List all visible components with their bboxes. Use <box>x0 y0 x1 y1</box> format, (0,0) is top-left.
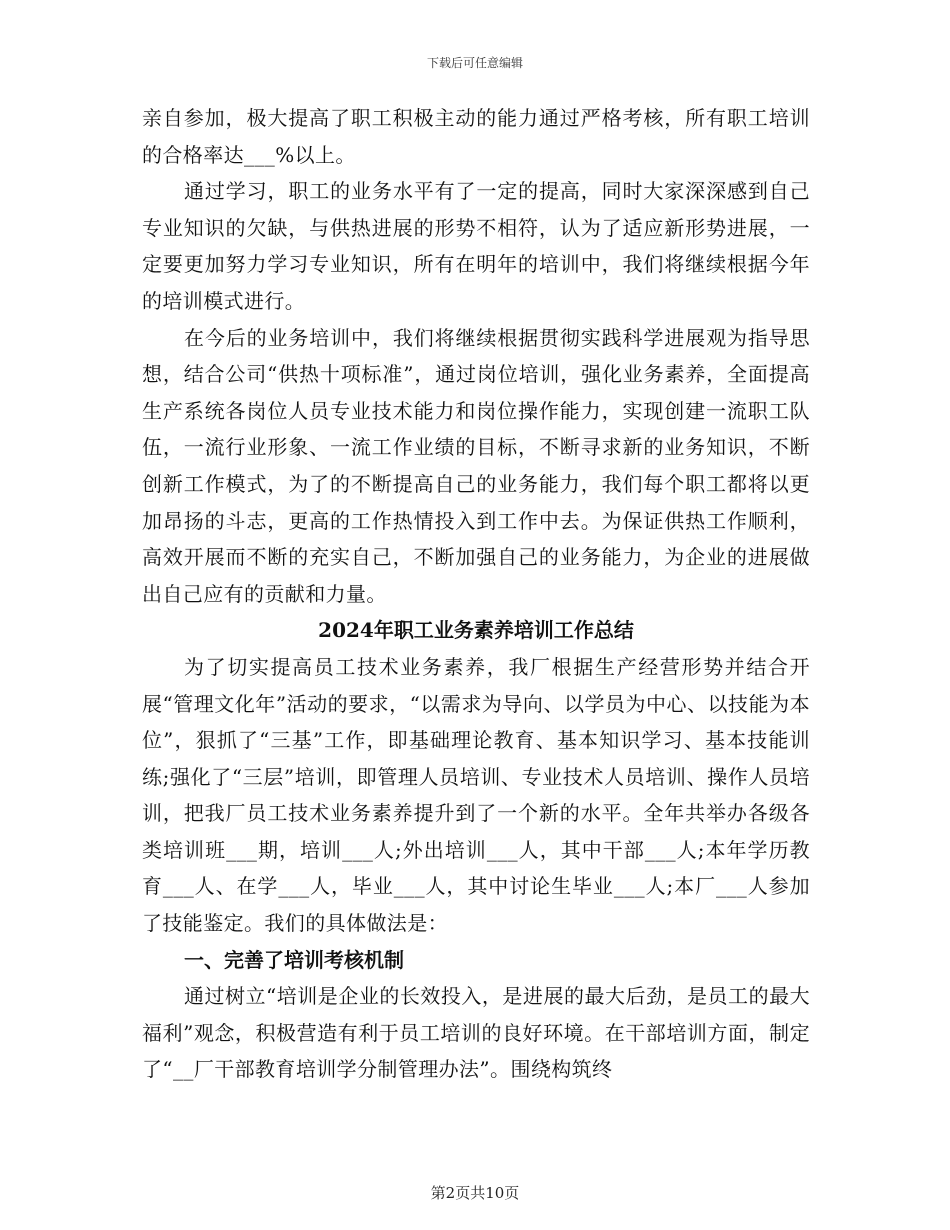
paragraph: 为了切实提高员工技术业务素养，我厂根据生产经营形势并结合开展“管理文化年”活动的要求，“以需求为导向、以学员为中心、以技能为本位”，狠抓了“三基”工作，即基础理论教育、基本知识学习、基本技能训练;强化了“三层”培训，即管理人员培训、专业技术人员培训、操作人员培训，把我厂员工技术业务素养提升到了一个新的水平。全年共举办各级各类培训班___期，培训___人;外出培训___人，其中干部___人;本年学历教育___人、在学___人，毕业___人，其中讨论生毕业___人;本厂___人参加了技能鉴定。我们的具体做法是： <box>142 654 810 936</box>
section-title: 2024年职工业务素养培训工作总结 <box>318 618 634 643</box>
paragraph: 通过学习，职工的业务水平有了一定的提高，同时大家深深感到自己专业知识的欠缺，与供热进展的形势不相符，认为了适应新形势进展，一定要更加努力学习专业知识，所有在明年的培训中，我们将继续根据今年的培训模式进行。 <box>142 179 810 313</box>
paragraph-continued: 亲自参加，极大提高了职工积极主动的能力通过严格考核，所有职工培训的合格率达___%以上。 <box>142 106 810 167</box>
section-heading: 一、完善了培训考核机制 <box>184 947 404 972</box>
page-footer: 第2页共10页 <box>430 1184 520 1202</box>
paragraph: 在今后的业务培训中，我们将继续根据贯彻实践科学进展观为指导思想，结合公司“供热十项标准”，通过岗位培训，强化业务素养，全面提高生产系统各岗位人员专业技术能力和岗位操作能力，实现创建一流职工队伍，一流行业形象、一流工作业绩的目标，不断寻求新的业务知识，不断创新工作模式，为了的不断提高自己的业务能力，我们每个职工都将以更加昂扬的斗志，更高的工作热情投入到工作中去。为保证供热工作顺利，高效开展而不断的充实自己，不断加强自己的业务能力，为企业的进展做出自己应有的贡献和力量。 <box>142 325 810 606</box>
document-body <box>142 100 810 1088</box>
paragraph: 通过树立“培训是企业的长效投入，是进展的最大后劲，是员工的最大福利”观念，积极营造有利于员工培训的良好环境。在干部培训方面，制定了“__厂干部教育培训学分制管理办法”。围绕构筑终 <box>142 984 810 1082</box>
page-header: 下载后可任意编辑 <box>426 56 523 70</box>
